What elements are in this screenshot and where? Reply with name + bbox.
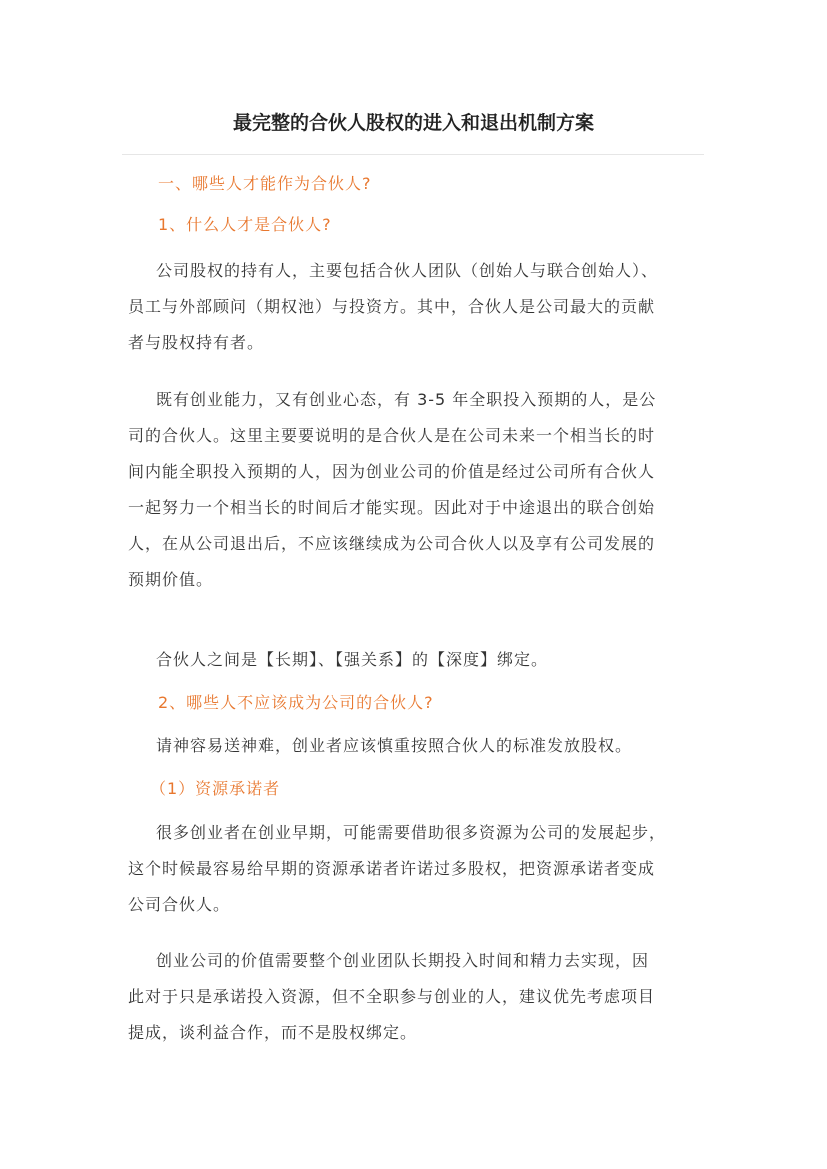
paragraph-line: 此对于只是承诺投入资源，但不全职参与创业的人，建议优先考虑项目 bbox=[128, 987, 656, 1006]
paragraph-line: 一起努力一个相当长的时间后才能实现。因此对于中途退出的联合创始 bbox=[128, 498, 656, 517]
subsection-heading-1: 1、什么人才是合伙人? bbox=[158, 215, 332, 234]
paragraph-line: 很多创业者在创业早期，可能需要借助很多资源为公司的发展起步， bbox=[156, 823, 667, 842]
paragraph-line: 者与股权持有者。 bbox=[128, 333, 265, 352]
paragraph-line: 司的合伙人。这里主要要说明的是合伙人是在公司未来一个相当长的时 bbox=[128, 426, 656, 445]
paragraph-line: 预期价值。 bbox=[128, 570, 214, 589]
subsection-heading-3: （1）资源承诺者 bbox=[150, 779, 281, 798]
paragraph-line: 公司股权的持有人，主要包括合伙人团队（创始人与联合创始人）、 bbox=[156, 261, 659, 280]
paragraph-1 bbox=[128, 253, 708, 361]
paragraph-6 bbox=[128, 943, 708, 1051]
paragraph-line: 人，在从公司退出后，不应该继续成为公司合伙人以及享有公司发展的 bbox=[128, 534, 656, 553]
paragraph-line: 提成，谈利益合作，而不是股权绑定。 bbox=[128, 1023, 418, 1042]
title-divider bbox=[122, 154, 704, 155]
paragraph-line: 公司合伙人。 bbox=[128, 895, 231, 914]
subsection-heading-2: 2、哪些人不应该成为公司的合伙人? bbox=[158, 693, 434, 712]
paragraph-line: 既有创业能力，又有创业心态，有 3-5 年全职投入预期的人，是公 bbox=[156, 390, 657, 409]
section-heading-1: 一、哪些人才能作为合伙人? bbox=[158, 174, 372, 193]
paragraph-5 bbox=[128, 815, 708, 923]
paragraph-line: 合伙人之间是【长期】、【强关系】的【深度】绑定。 bbox=[156, 650, 549, 669]
document-title: 最完整的合伙人股权的进入和退出机制方案 bbox=[232, 112, 594, 134]
paragraph-line: 创业公司的价值需要整个创业团队长期投入时间和精力去实现，因 bbox=[156, 951, 650, 970]
paragraph-line: 员工与外部顾问（期权池）与投资方。其中，合伙人是公司最大的贡献 bbox=[128, 297, 656, 316]
paragraph-3 bbox=[128, 642, 708, 678]
paragraph-2 bbox=[128, 382, 708, 598]
paragraph-4 bbox=[128, 728, 708, 764]
paragraph-line: 这个时候最容易给早期的资源承诺者许诺过多股权，把资源承诺者变成 bbox=[128, 859, 656, 878]
paragraph-line: 间内能全职投入预期的人，因为创业公司的价值是经过公司所有合伙人 bbox=[128, 462, 656, 481]
paragraph-line: 请神容易送神难，创业者应该慎重按照合伙人的标准发放股权。 bbox=[156, 736, 633, 755]
